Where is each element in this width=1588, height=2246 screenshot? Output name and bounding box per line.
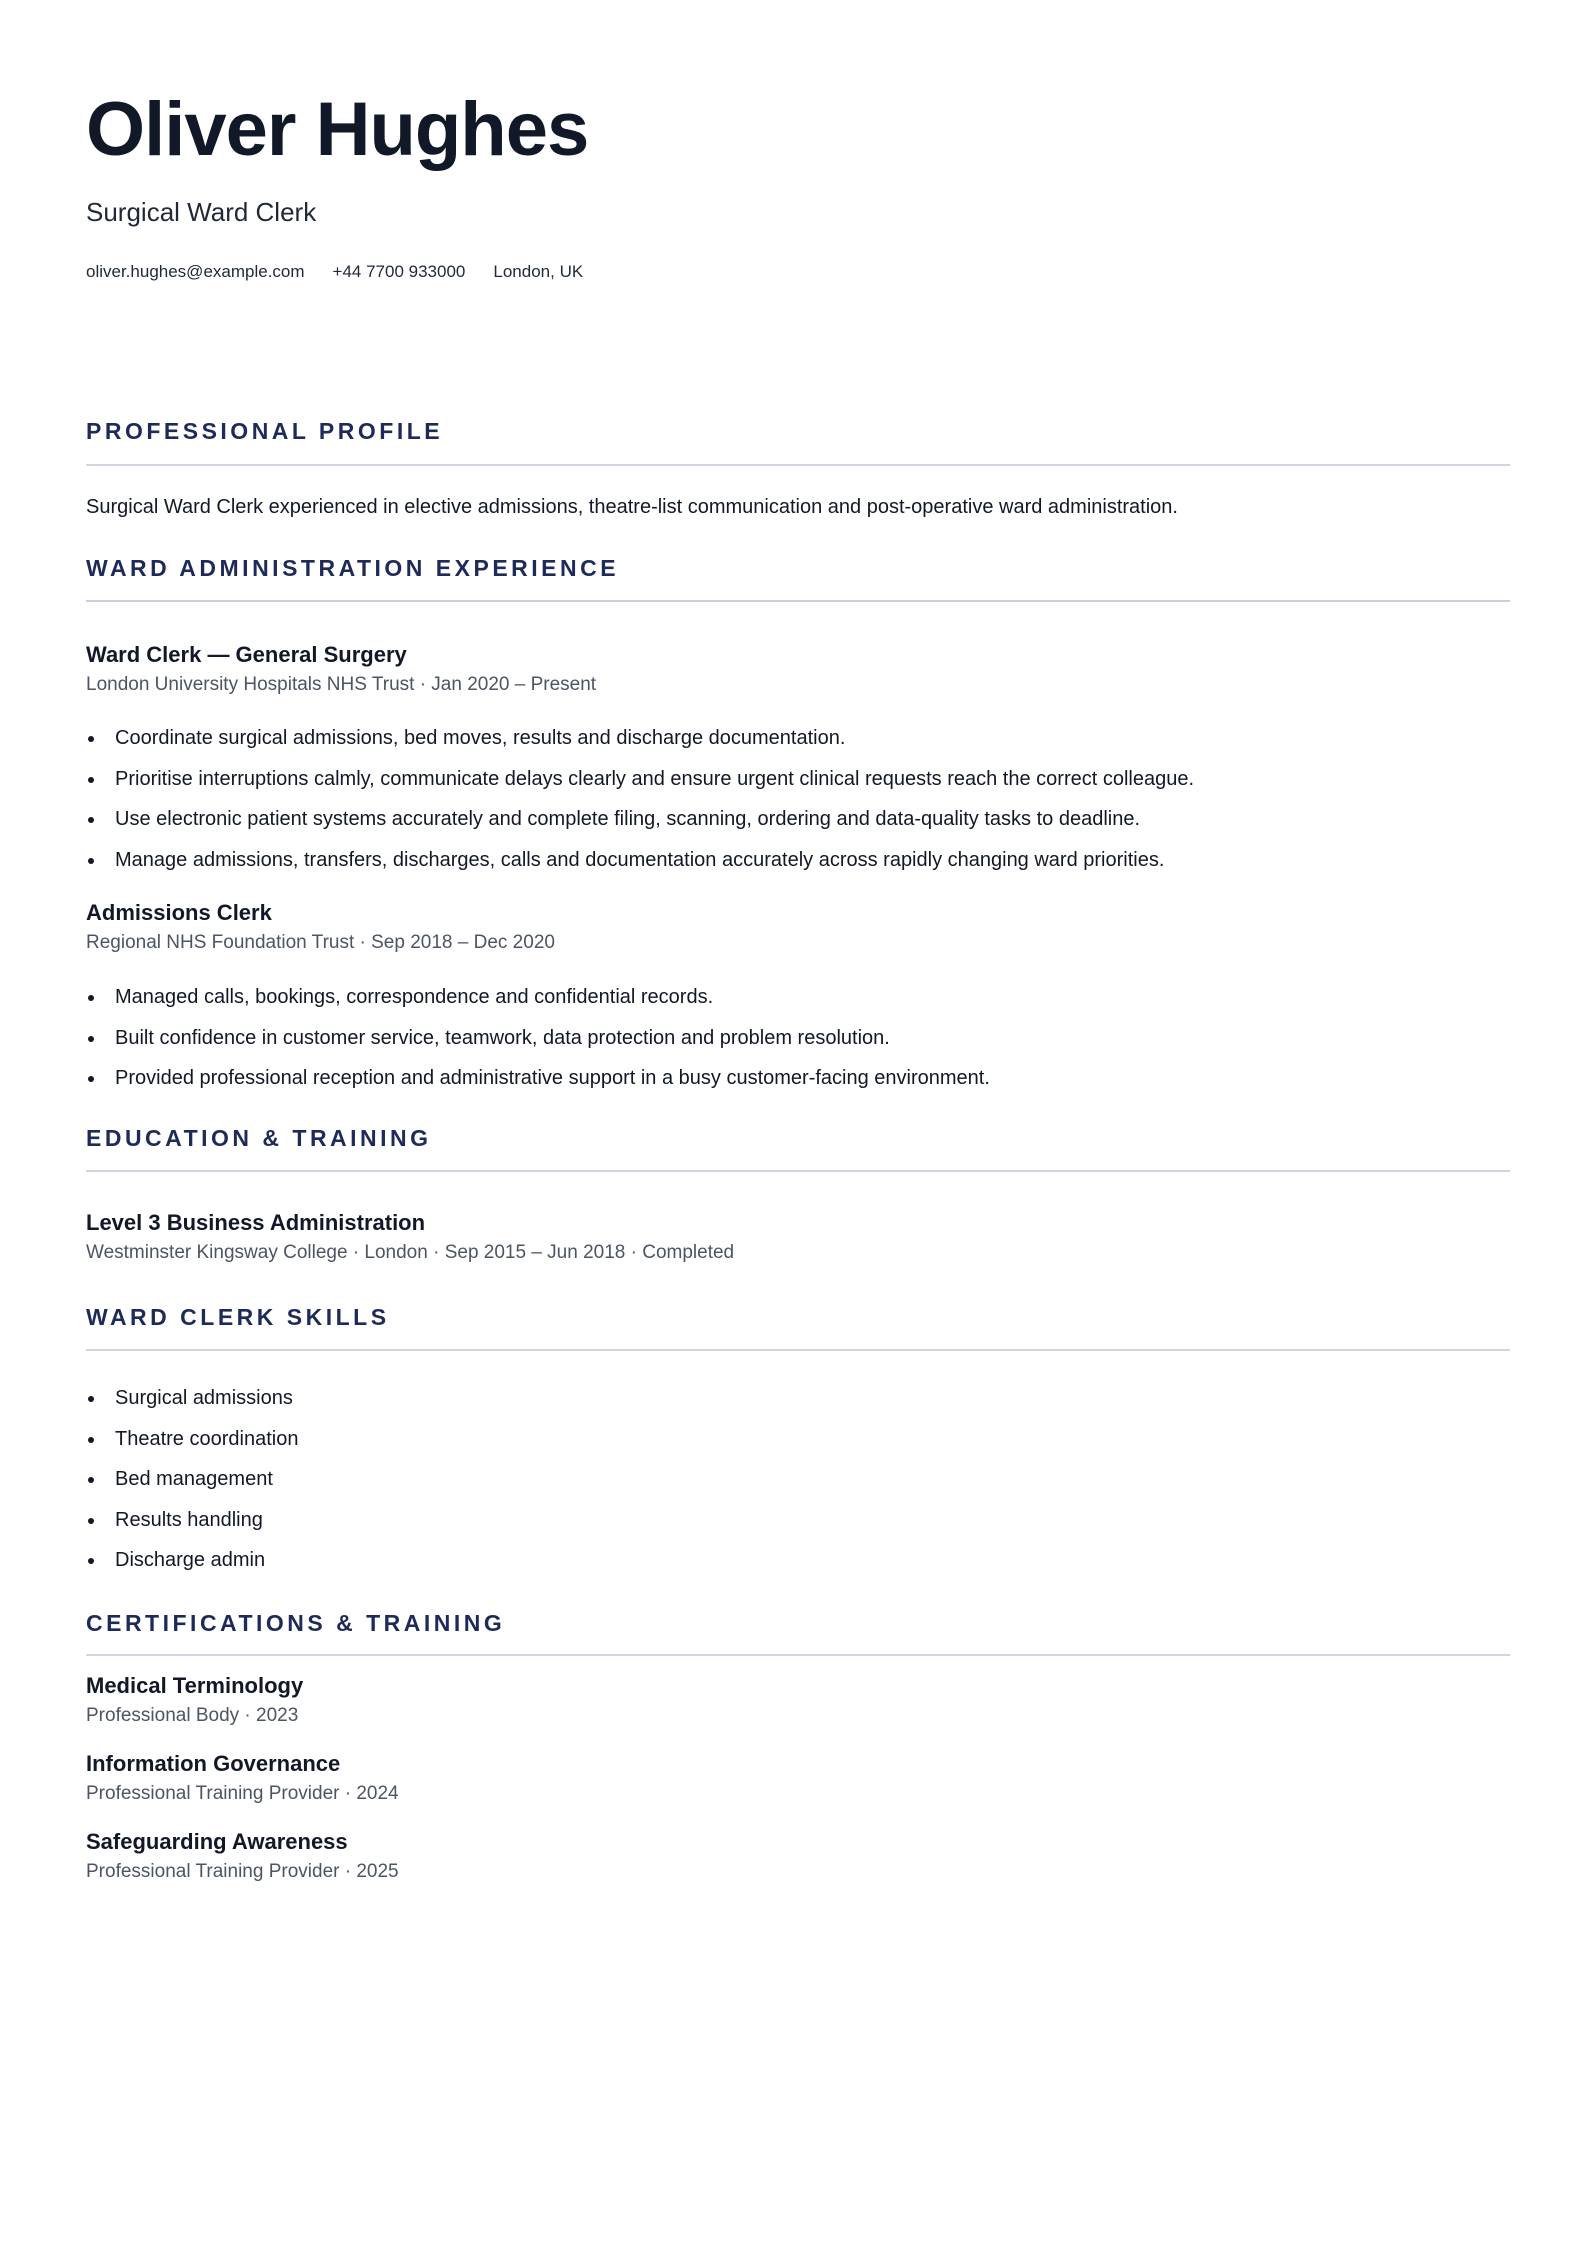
list-item bbox=[86, 807, 1194, 848]
cert-3-title: Safeguarding Awareness bbox=[86, 1829, 348, 1854]
list-item bbox=[86, 726, 1194, 767]
certifications-heading: CERTIFICATIONS & TRAINING bbox=[86, 1610, 506, 1636]
bullet-icon bbox=[88, 1396, 94, 1402]
bullet-icon bbox=[88, 1437, 94, 1443]
job-1-bullets bbox=[86, 726, 1194, 888]
job-2-meta: Regional NHS Foundation Trust · Sep 2018 – Dec 2020 bbox=[86, 932, 555, 953]
bullet-icon bbox=[88, 995, 94, 1001]
bullet-icon bbox=[88, 1477, 94, 1483]
bullet-text: Manage admissions, transfers, discharges, calls and documentation accurately across rapidly changing ward priorities. bbox=[115, 848, 1165, 871]
certifications-divider bbox=[86, 1654, 1510, 1656]
skill-text: Discharge admin bbox=[115, 1549, 266, 1571]
bullet-icon bbox=[88, 1558, 94, 1564]
profile-heading: PROFESSIONAL PROFILE bbox=[86, 418, 444, 444]
cert-2-title: Information Governance bbox=[86, 1751, 341, 1776]
bullet-text: Prioritise interruptions calmly, communicate delays clearly and ensure urgent clinical requests reach the correct colleague. bbox=[115, 767, 1195, 790]
list-item bbox=[86, 848, 1194, 889]
education-divider bbox=[86, 1170, 1510, 1172]
phone-text: +44 7700 933000 bbox=[332, 262, 466, 281]
job-2-title: Admissions Clerk bbox=[86, 900, 272, 925]
education-heading: EDUCATION & TRAINING bbox=[86, 1125, 432, 1151]
bullet-icon bbox=[88, 1518, 94, 1524]
job-title: Surgical Ward Clerk bbox=[86, 197, 317, 227]
cert-1-meta: Professional Body · 2023 bbox=[86, 1705, 299, 1726]
bullet-text: Managed calls, bookings, correspondence and confidential records. bbox=[115, 986, 714, 1008]
bullet-text: Use electronic patient systems accurately and complete filing, scanning, ordering and data-quality tasks to deadline. bbox=[115, 808, 1141, 830]
cert-3-meta: Professional Training Provider · 2025 bbox=[86, 1861, 399, 1882]
skill-text: Surgical admissions bbox=[115, 1387, 293, 1409]
profile-summary: Surgical Ward Clerk experienced in elective admissions, theatre-list communication and post-operative ward administration. bbox=[86, 496, 1178, 518]
job-2-bullets bbox=[86, 985, 990, 1107]
experience-heading: WARD ADMINISTRATION EXPERIENCE bbox=[86, 555, 620, 581]
list-item bbox=[86, 1427, 298, 1468]
skills-divider bbox=[86, 1349, 1510, 1351]
bullet-icon bbox=[88, 777, 94, 783]
experience-divider bbox=[86, 600, 1510, 602]
list-item bbox=[86, 985, 990, 1026]
list-item bbox=[86, 1548, 298, 1589]
list-item bbox=[86, 1026, 990, 1067]
job-1-meta: London University Hospitals NHS Trust · Jan 2020 – Present bbox=[86, 674, 597, 695]
email-text: oliver.hughes@example.com bbox=[86, 262, 305, 281]
bullet-text: Built confidence in customer service, teamwork, data protection and problem resolution. bbox=[115, 1026, 890, 1049]
skills-heading: WARD CLERK SKILLS bbox=[86, 1304, 390, 1330]
bullet-icon bbox=[88, 1076, 94, 1082]
skill-text: Results handling bbox=[115, 1508, 263, 1531]
bullet-icon bbox=[88, 817, 94, 823]
cert-2-meta: Professional Training Provider · 2024 bbox=[86, 1783, 399, 1804]
location-text: London, UK bbox=[493, 262, 584, 281]
candidate-name: Oliver Hughes bbox=[86, 87, 589, 172]
list-item bbox=[86, 767, 1194, 808]
list-item bbox=[86, 1467, 298, 1508]
education-meta: Westminster Kingsway College · London · Sep 2015 – Jun 2018 · Completed bbox=[86, 1242, 735, 1263]
list-item bbox=[86, 1386, 298, 1427]
skill-text: Theatre coordination bbox=[115, 1427, 299, 1450]
bullet-text: Provided professional reception and administrative support in a busy customer-facing environment. bbox=[115, 1067, 990, 1089]
bullet-icon bbox=[88, 858, 94, 864]
list-item bbox=[86, 1508, 298, 1549]
bullet-text: Coordinate surgical admissions, bed moves, results and discharge documentation. bbox=[115, 727, 846, 749]
profile-divider bbox=[86, 464, 1510, 466]
skills-list bbox=[86, 1386, 298, 1589]
bullet-icon bbox=[88, 736, 94, 742]
job-1-title: Ward Clerk — General Surgery bbox=[86, 642, 407, 667]
skill-text: Bed management bbox=[115, 1468, 273, 1490]
cert-1-title: Medical Terminology bbox=[86, 1673, 304, 1698]
contact-line bbox=[86, 262, 583, 282]
education-title: Level 3 Business Administration bbox=[86, 1210, 426, 1235]
bullet-icon bbox=[88, 1036, 94, 1042]
list-item bbox=[86, 1066, 990, 1107]
